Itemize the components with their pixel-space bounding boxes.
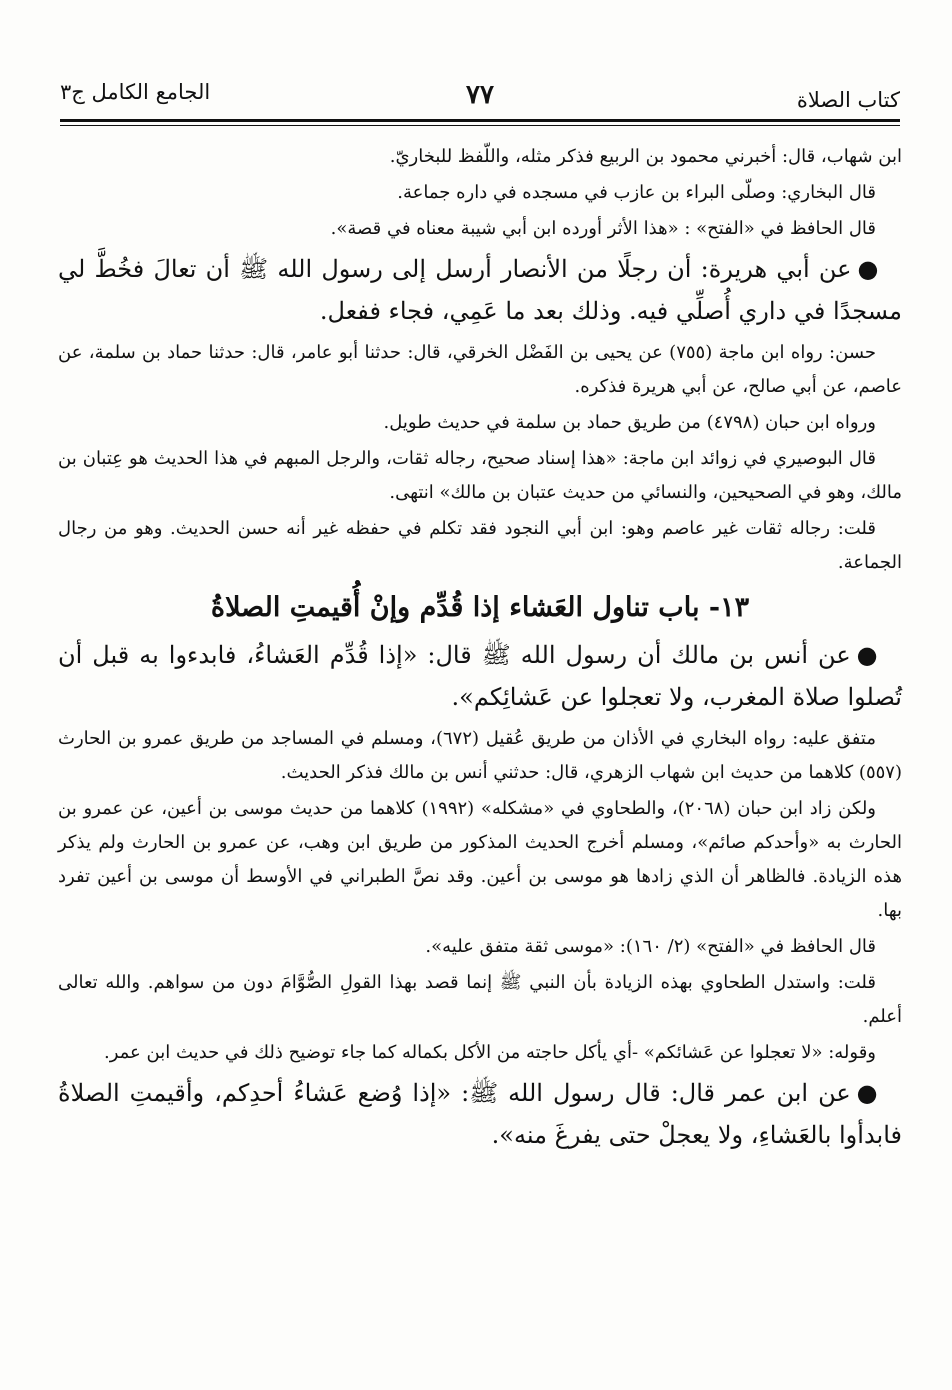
running-head-volume: الجامع الكامل ج٣ xyxy=(60,80,211,104)
page-number: ٧٧ xyxy=(466,80,494,110)
bullet-icon: ● xyxy=(856,1078,880,1107)
hadith-paragraph xyxy=(58,248,902,332)
commentary-paragraph: قال الحافظ في «الفتح» (٢/ ١٦٠): «موسى ثقة متفق عليه». xyxy=(425,936,876,957)
page-body xyxy=(58,140,902,1160)
commentary-paragraph: متفق عليه: رواه البخاري في الأذان من طريق عُقيل (٦٧٢)، ومسلم في المساجد من طريق عمرو بن الحارث (٥٥٧) كلاهما من حديث ابن شهاب الزهري، قال: حدثني أنس بن مالك فذكر الحديث. xyxy=(58,728,902,783)
header-rule-thin xyxy=(60,125,900,126)
commentary-paragraph: قال الحافظ في «الفتح» : «هذا الأثر أورده ابن أبي شيبة معناه في قصة». xyxy=(330,218,876,239)
commentary-paragraph: قال البخاري: وصلّى البراء بن عازب في مسجده في داره جماعة. xyxy=(397,182,876,203)
bullet-icon: ● xyxy=(856,640,880,669)
commentary-paragraph: ابن شهاب، قال: أخبرني محمود بن الربيع فذكر مثله، واللّفظ للبخاريّ. xyxy=(389,146,902,167)
commentary-paragraph: قلت: واستدل الطحاوي بهذه الزيادة بأن النبي ﷺ إنما قصد بهذا القولِ الصُّوَّامَ دون من سواهم. والله تعالى أعلم. xyxy=(58,972,902,1027)
hadith-text: عن أبي هريرة: أن رجلًا من الأنصار أرسل إلى رسول الله ﷺ أن تعالَ فخُطَّ لي مسجدًا في داري أُصلِّي فيه. وذلك بعد ما عَمِي، فجاء ففعل. xyxy=(58,255,902,325)
header-rule-thick xyxy=(60,119,900,122)
hadith-text: عن ابن عمر قال: قال رسول الله ﷺ: «إذا وُضع عَشاءُ أحدِكم، وأقيمتِ الصلاةُ فابدأوا بالعَشاءِ، ولا يعجلْ حتى يفرغَ منه». xyxy=(58,1079,902,1149)
commentary-paragraph: ولكن زاد ابن حبان (٢٠٦٨)، والطحاوي في «مشكله» (١٩٩٢) كلاهما من حديث موسى بن أعين، عن عمرو بن الحارث به «وأحدكم صائم»، ومسلم أخرج الحديث المذكور من طريق ابن وهب، عن عمرو بن الحارث ولم يذكر هذه الزيادة. فالظاهر أن الذي زادها هو موسى بن أعين. وقد نصَّ الطبراني في الأوسط أن موسى بن أعين تفرد بها. xyxy=(58,798,902,921)
hadith-paragraph xyxy=(58,634,902,718)
chapter-heading: ١٣- باب تناول العَشاء إذا قُدِّم وإنْ أُقيمتِ الصلاةُ xyxy=(210,592,750,623)
page-header xyxy=(60,70,900,116)
commentary-paragraph: وقوله: «لا تعجلوا عن عَشائكم» -أي يأكل حاجته من الأكل بكماله كما جاء توضيح ذلك في حديث ابن عمر. xyxy=(103,1042,876,1063)
commentary-paragraph: قلت: رجاله ثقات غير عاصم وهو: ابن أبي النجود فقد تكلم في حفظه غير أنه حسن الحديث. وهو من رجال الجماعة. xyxy=(58,518,902,573)
hadith-paragraph xyxy=(58,1072,902,1156)
commentary-paragraph: قال البوصيري في زوائد ابن ماجة: «هذا إسناد صحيح، رجاله ثقات، والرجل المبهم في هذا الحديث هو عِتبان بن مالك، وهو في الصحيحين، والنسائي من حديث عتبان بن مالك» انتهى. xyxy=(58,448,902,503)
hadith-text: عن أنس بن مالك أن رسول الله ﷺ قال: «إذا قُدِّم العَشاءُ، فابدءوا به قبل أن تُصلوا صلاة المغرب، ولا تعجلوا عن عَشائِكم». xyxy=(58,641,902,711)
commentary-paragraph: حسن: رواه ابن ماجة (٧٥٥) عن يحيى بن الفَضْل الخرقي، قال: حدثنا أبو عامر، قال: حدثنا حماد بن سلمة، عن عاصم، عن أبي صالح، عن أبي هريرة فذكره. xyxy=(58,342,902,397)
running-head-book: كتاب الصلاة xyxy=(796,88,900,112)
commentary-paragraph: ورواه ابن حبان (٤٧٩٨) من طريق حماد بن سلمة في حديث طويل. xyxy=(383,412,876,433)
bullet-icon: ● xyxy=(857,254,880,283)
